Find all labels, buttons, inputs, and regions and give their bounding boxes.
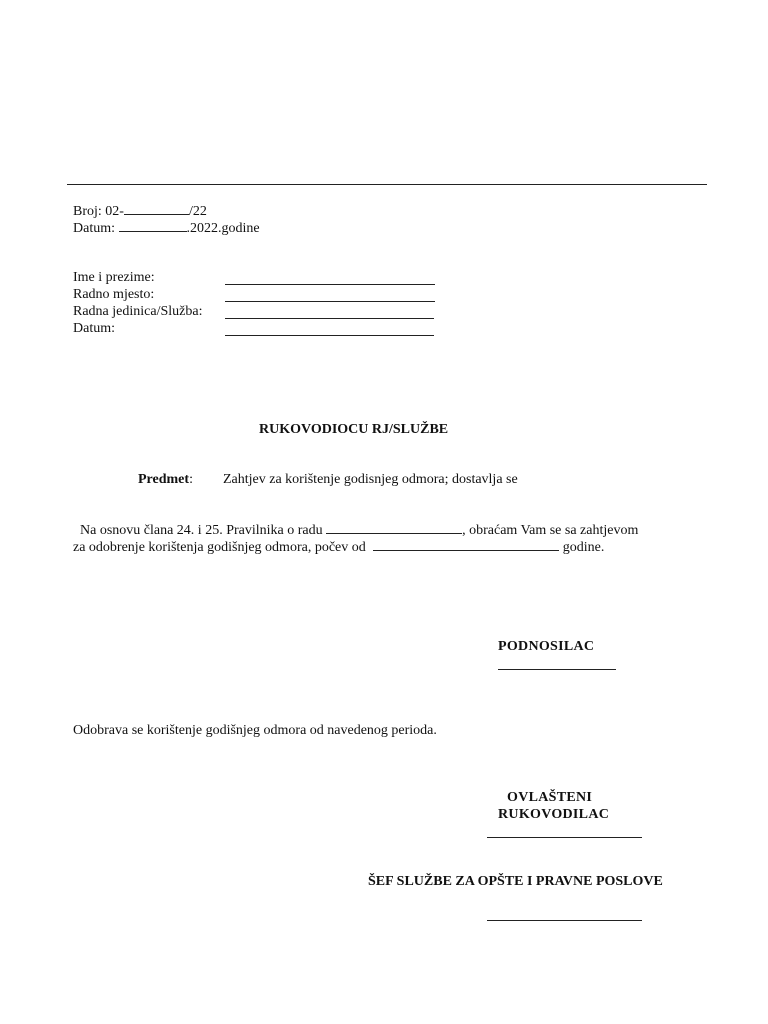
datum-label: Datum: <box>73 221 115 236</box>
pravilnik-blank[interactable] <box>326 521 462 534</box>
subject-colon: : <box>189 472 193 487</box>
body-line-1 <box>80 521 638 539</box>
field-label-ime: Ime i prezime: <box>73 270 155 285</box>
rukovodilac-signature-line[interactable] <box>487 837 642 838</box>
start-date-blank[interactable] <box>373 538 559 551</box>
subject-line <box>138 471 193 488</box>
subject-label: Predmet <box>138 472 190 487</box>
field-blank-datum[interactable] <box>225 335 434 336</box>
broj-blank[interactable] <box>124 202 189 215</box>
top-divider <box>67 184 707 185</box>
body-line1-end: , obraćam Vam se sa zahtjevom <box>462 523 639 538</box>
approval-text: Odobrava se korištenje godišnjeg odmora od navedenog perioda. <box>73 723 437 738</box>
broj-label: Broj: 02- <box>73 204 124 219</box>
field-label-datum: Datum: <box>73 321 115 336</box>
sef-signature-line[interactable] <box>487 920 642 921</box>
broj-line <box>73 202 207 220</box>
recipient-heading: RUKOVODIOCU RJ/SLUŽBE <box>259 422 449 437</box>
podnosilac-signature-line[interactable] <box>498 669 616 670</box>
datum-line <box>73 219 260 237</box>
field-blank-radno-mjesto[interactable] <box>225 301 435 302</box>
datum-suffix: .2022.godine <box>186 221 260 236</box>
field-label-radna-jedinica: Radna jedinica/Služba: <box>73 304 203 319</box>
field-label-radno-mjesto: Radno mjesto: <box>73 287 155 302</box>
subject-text: Zahtjev za korištenje godisnjeg odmora; dostavlja se <box>223 472 518 487</box>
ovlasteni-label: OVLAŠTENI <box>507 790 593 805</box>
body-line1-start: Na osnovu člana 24. i 25. Pravilnika o radu <box>80 523 323 538</box>
rukovodilac-label: RUKOVODILAC <box>498 807 610 822</box>
datum-blank[interactable] <box>119 219 187 232</box>
field-blank-ime[interactable] <box>225 284 435 285</box>
body-line2-end: godine. <box>559 540 605 555</box>
broj-suffix: /22 <box>188 204 207 219</box>
podnosilac-label: PODNOSILAC <box>498 639 595 654</box>
field-blank-radna-jedinica[interactable] <box>225 318 434 319</box>
sef-sluzbe-label: ŠEF SLUŽBE ZA OPŠTE I PRAVNE POSLOVE <box>368 874 663 889</box>
body-line-2 <box>73 538 604 556</box>
body-line2-start: za odobrenje korištenja godišnjeg odmora, počev od <box>73 540 366 555</box>
